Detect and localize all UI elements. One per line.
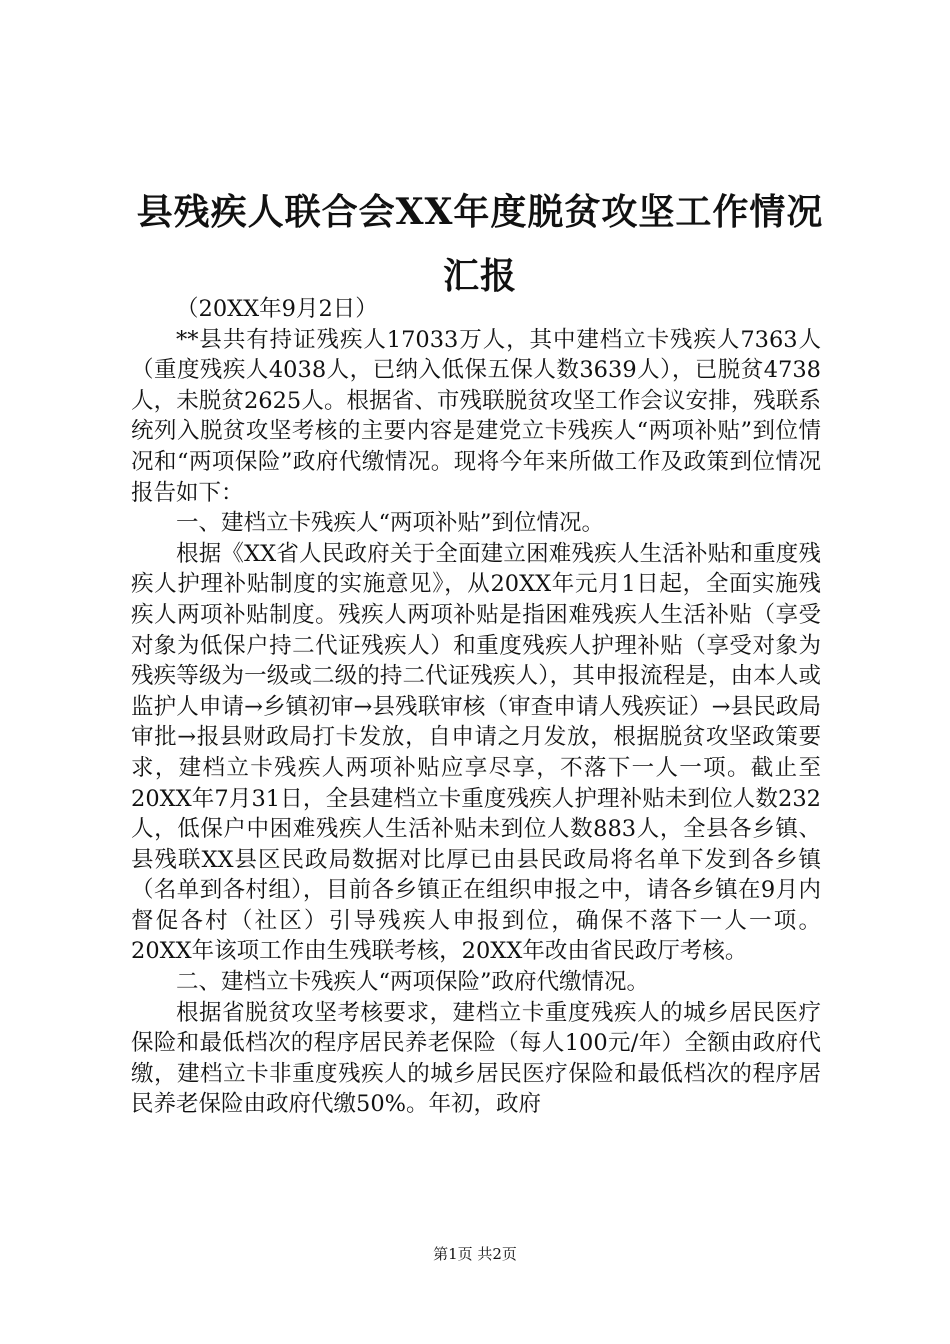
body-paragraph: **县共有持证残疾人17033万人，其中建档立卡残疾人7363人（重度残疾人4038人，已纳入低保五保人数3639人），已脱贫4738人，未脱贫2625人。根据省、市残联脱贫攻坚工作会议安排，残联系统列入脱贫攻坚考核的主要内容是建党立卡残疾人“两项补贴”到位情况和“两项保险”政府代缴情况。现将今年来所做工作及政策到位情况报告如下：: [131, 326, 821, 506]
body-paragraph: 根据省脱贫攻坚考核要求，建档立卡重度残疾人的城乡居民医疗保险和最低档次的程序居民养老保险（每人100元/年）全额由政府代缴，建档立卡非重度残疾人的城乡居民医疗保险和最低档次的程序居民养老保险由政府代缴50%。年初，政府: [131, 999, 821, 1118]
document-body: [131, 294, 821, 1120]
page-footer: 第1页 共2页: [433, 1245, 517, 1263]
date-line: （20XX年9月2日）: [176, 296, 378, 322]
document-title: 县残疾人联合会XX年度脱贫攻坚工作情况汇报: [136, 191, 824, 297]
section-heading: 一、建档立卡残疾人“两项补贴”到位情况。: [176, 510, 605, 537]
body-paragraph: 根据《XX省人民政府关于全面建立困难残疾人生活补贴和重度残疾人护理补贴制度的实施意见》，从20XX年元月1日起，全面实施残疾人两项补贴制度。残疾人两项补贴是指困难残疾人生活补贴（享受对象为低保户持二代证残疾人）和重度残疾人护理补贴（享受对象为残疾等级为一级或二级的持二代证残疾人），其申报流程是，由本人或监护人申请→乡镇初审→县残联审核（审查申请人残疾证）→县民政局审批→报县财政局打卡发放，自申请之月发放，根据脱贫攻坚政策要求，建档立卡残疾人两项补贴应享尽享，不落下一人一项。截止至20XX年7月31日，全县建档立卡重度残疾人护理补贴未到位人数232人，低保户中困难残疾人生活补贴未到位人数883人，全县各乡镇、县残联XX县区民政局数据对比厚已由县民政局将名单下发到各乡镇（名单到各村组），目前各乡镇正在组织申报之中，请各乡镇在9月内督促各村（社区）引导残疾人申报到位，确保不落下一人一项。20XX年该项工作由生残联考核，20XX年改由省民政厅考核。: [131, 540, 821, 965]
section-heading: 二、建档立卡残疾人“两项保险”政府代缴情况。: [176, 969, 650, 996]
